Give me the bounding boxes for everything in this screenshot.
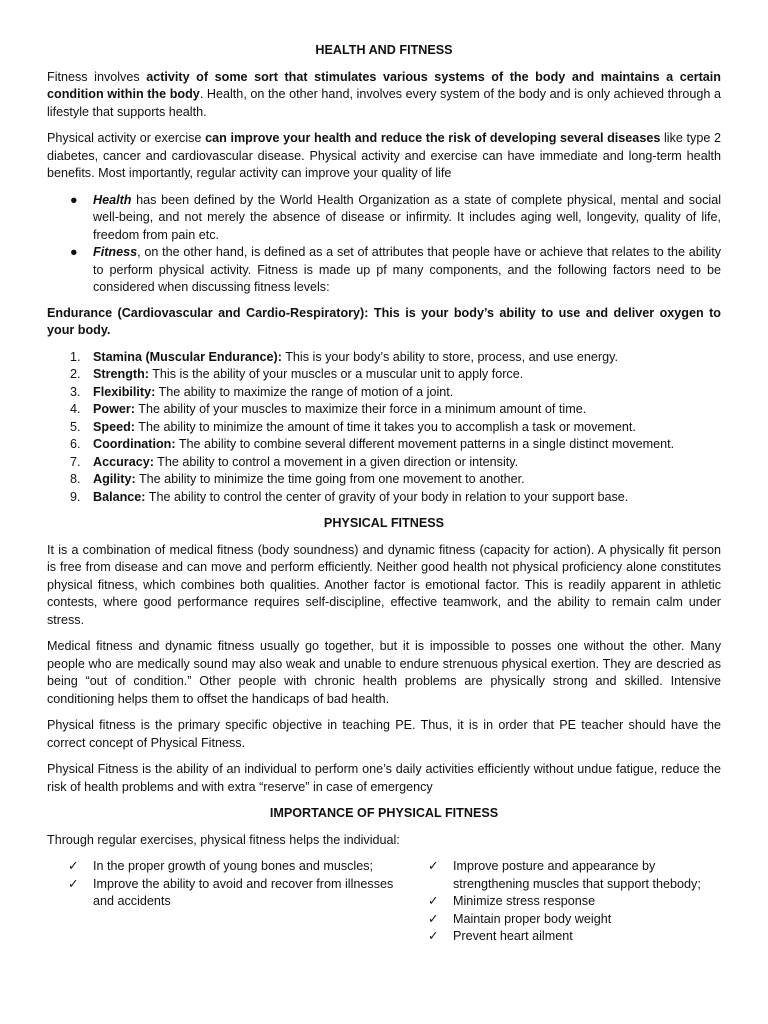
checkmark-icon: ✓: [428, 911, 439, 926]
section-heading-importance: IMPORTANCE OF PHYSICAL FITNESS: [269, 806, 499, 820]
importance-intro: Through regular exercises, physical fitness helps the individual:: [47, 832, 400, 847]
document-title: HEALTH AND FITNESS: [315, 43, 453, 57]
list-item: 5. Speed: The ability to minimize the amount of time it takes you to accomplish a task or movement.: [70, 419, 636, 434]
checklist-left-column: [47, 858, 407, 946]
physical-fitness-paragraph-2: Medical fitness and dynamic fitness usually go together, but it is impossible to posses one without the other. Many people who are medically sound may also weak and unable to endure strenuous physical exertion. They are descried as being “out of condition.” Other people with chronic health problems are physically strong and skilled. Intensive conditioning helps them to offset the handicaps of bad health.: [47, 639, 721, 706]
list-item: 3. Flexibility: The ability to maximize the range of motion of a joint.: [70, 384, 454, 399]
checkmark-icon: ✓: [68, 876, 79, 891]
checklist-right-column: [407, 858, 707, 946]
list-item: ✓ In the proper growth of young bones and muscles;: [47, 858, 407, 876]
physical-fitness-paragraph-4: Physical Fitness is the ability of an individual to perform one’s daily activities efficiently without undue fatigue, reduce the risk of health problems and with extra “reserve” in case of emergency: [47, 762, 721, 794]
list-item-health: ● Health has been defined by the World Health Organization as a state of complete physical, mental and social well-being, and not merely the absence of disease or infirmity. It includes aging well, longevity, quality of life, freedom from pain etc.: [70, 192, 721, 242]
bullet-icon: ●: [70, 192, 78, 207]
list-item: ✓ Minimize stress response: [407, 893, 707, 911]
endurance-definition: Endurance (Cardiovascular and Cardio-Respiratory): This is your body’s ability to use and deliver oxygen to your body.: [47, 305, 721, 337]
intro-paragraph-2: Physical activity or exercise can improve your health and reduce the risk of developing several diseases like type 2 diabetes, cancer and cardiovascular disease. Physical activity and exercise can have immediate and long-term health benefits. Most importantly, regular activity can improve your quality of life: [47, 131, 721, 180]
physical-fitness-paragraph-3: Physical fitness is the primary specific objective in teaching PE. Thus, it is in order that PE teacher should have the correct concept of Physical Fitness.: [47, 718, 721, 750]
list-item: ✓ Prevent heart ailment: [407, 928, 707, 946]
checkmark-icon: ✓: [428, 894, 439, 908]
list-item: 7. Accuracy: The ability to control a movement in a given direction or intensity.: [70, 454, 519, 469]
list-item-fitness: ● Fitness, on the other hand, is defined as a set of attributes that people have or achieve that relates to the ability to perform physical activity. Fitness is made up pf many components, and the following factors need to be considered when discussing fitness levels:: [70, 245, 721, 294]
list-item: 6. Coordination: The ability to combine several different movement patterns in a single distinct movement.: [70, 437, 675, 451]
checkmark-icon: ✓: [68, 859, 79, 873]
list-item: 1. Stamina (Muscular Endurance): This is your body’s ability to store, process, and use energy.: [70, 349, 618, 364]
checkmark-icon: ✓: [428, 929, 439, 943]
list-item: ✓ Improve the ability to avoid and recover from illnesses and accidents: [68, 876, 394, 908]
importance-checklist: [47, 858, 721, 946]
list-item: 2. Strength: This is the ability of your muscles or a muscular unit to apply force.: [70, 367, 524, 381]
section-heading-physical-fitness: PHYSICAL FITNESS: [323, 516, 445, 530]
bullet-icon: ●: [70, 245, 78, 259]
list-item: 8. Agility: The ability to minimize the time going from one movement to another.: [70, 472, 525, 486]
list-item: ✓ Improve posture and appearance by strengthening muscles that support thebody;: [428, 859, 701, 891]
definition-list: [47, 192, 721, 297]
checkmark-icon: ✓: [428, 859, 439, 873]
fitness-factors-list: [47, 349, 721, 507]
intro-paragraph-1: Fitness involves activity of some sort that stimulates various systems of the body and maintains a certain condition within the body. Health, on the other hand, involves every system of the body and is only achieved through a lifestyle that supports health.: [47, 69, 721, 119]
physical-fitness-paragraph-1: It is a combination of medical fitness (body soundness) and dynamic fitness (capacity for action). A physically fit person is free from disease and can move and perform efficiently. Neither good health not physical proficiency alone constitutes physical fitness, which combines both qualities. Another factor is emotional factor. This is readily apparent in athletic contests, where good performance requires self-discipline, effective teamwork, and the ability to remain calm under stress.: [47, 542, 721, 627]
list-item: 4. Power: The ability of your muscles to maximize their force in a minimum amount of time.: [70, 402, 587, 416]
list-item: 9. Balance: The ability to control the center of gravity of your body in relation to your support base.: [70, 489, 629, 504]
list-item: ✓ Maintain proper body weight: [407, 911, 707, 929]
